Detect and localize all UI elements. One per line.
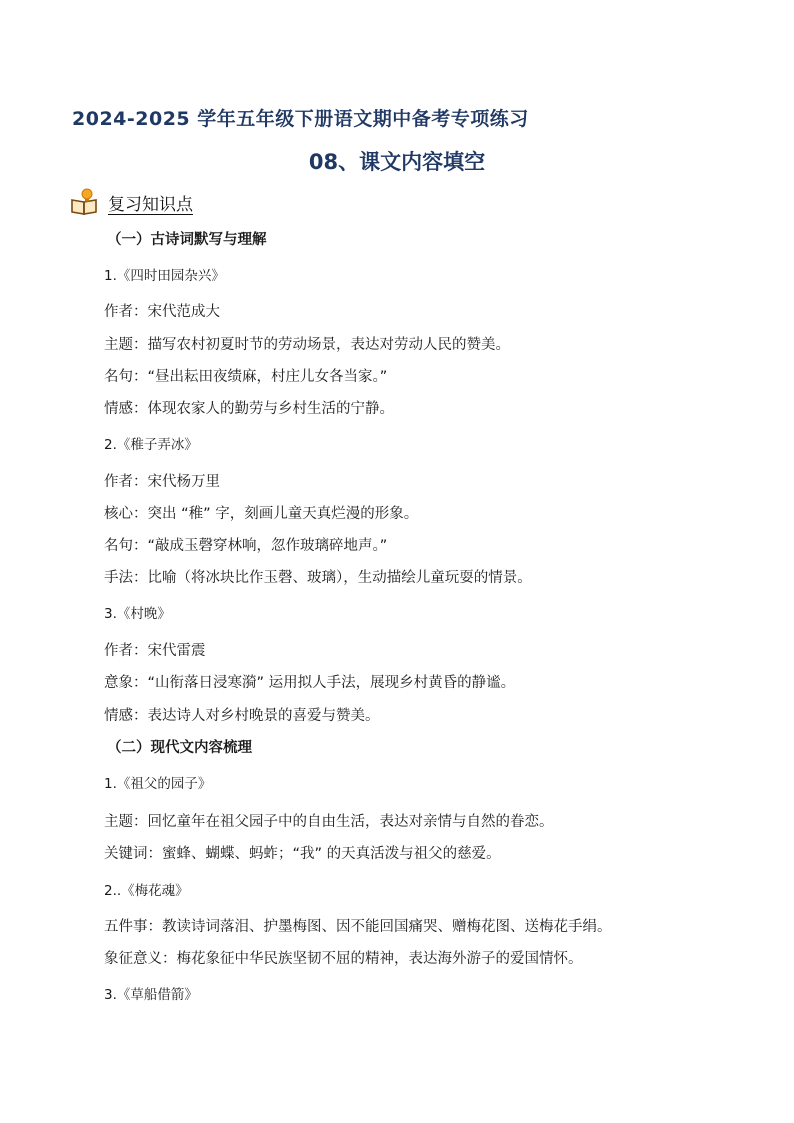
poem-line: 作者：宋代杨万里 [104, 474, 220, 490]
section-header [70, 188, 193, 216]
poem-line: 意象：“山衔落日浸寒漪” 运用拟人手法，展现乡村黄昏的静谧。 [104, 675, 516, 691]
text-line: 象征意义：梅花象征中华民族坚韧不屈的精神，表达海外游子的爱国情怀。 [104, 951, 583, 967]
poem-line: 作者：宋代雷震 [104, 643, 206, 659]
poem-title: 3.《村晚》 [104, 606, 171, 622]
section-title: 复习知识点 [108, 194, 193, 215]
poem-line: 情感：表达诗人对乡村晚景的喜爱与赞美。 [104, 708, 380, 724]
text-line: 五件事：教读诗词落泪、护墨梅图、因不能回国痛哭、赠梅花图、送梅花手绢。 [104, 919, 612, 935]
document-title: 2024-2025 学年五年级下册语文期中备考专项练习 [72, 108, 529, 130]
poem-line: 情感：体现农家人的勤劳与乡村生活的宁静。 [104, 401, 394, 417]
poem-title: 1.《四时田园杂兴》 [104, 268, 225, 284]
text-title: 3.《草船借箭》 [104, 987, 198, 1003]
part1-heading: （一）古诗词默写与理解 [107, 232, 267, 248]
text-title: 2..《梅花魂》 [104, 883, 189, 899]
poem-line: 核心：突出 “稚” 字，刻画儿童天真烂漫的形象。 [104, 506, 419, 522]
document-subtitle: 08、课文内容填空 [308, 150, 486, 174]
poem-line: 名句：“敲成玉磬穿林响，忽作玻璃碎地声。” [104, 538, 388, 554]
book-lightbulb-icon [70, 188, 100, 216]
poem-line: 手法：比喻（将冰块比作玉磬、玻璃），生动描绘儿童玩耍的情景。 [104, 570, 532, 586]
poem-line: 作者：宋代范成大 [104, 304, 220, 320]
text-line: 关键词：蜜蜂、蝴蝶、蚂蚱；“我” 的天真活泼与祖父的慈爱。 [104, 846, 501, 862]
part2-heading: （二）现代文内容梳理 [107, 740, 252, 756]
text-title: 1.《祖父的园子》 [104, 776, 212, 792]
text-line: 主题：回忆童年在祖父园子中的自由生活，表达对亲情与自然的眷恋。 [104, 814, 554, 830]
poem-line: 主题：描写农村初夏时节的劳动场景，表达对劳动人民的赞美。 [104, 337, 510, 353]
poem-line: 名句：“昼出耘田夜绩麻，村庄儿女各当家。” [104, 369, 388, 385]
poem-title: 2.《稚子弄冰》 [104, 437, 198, 453]
